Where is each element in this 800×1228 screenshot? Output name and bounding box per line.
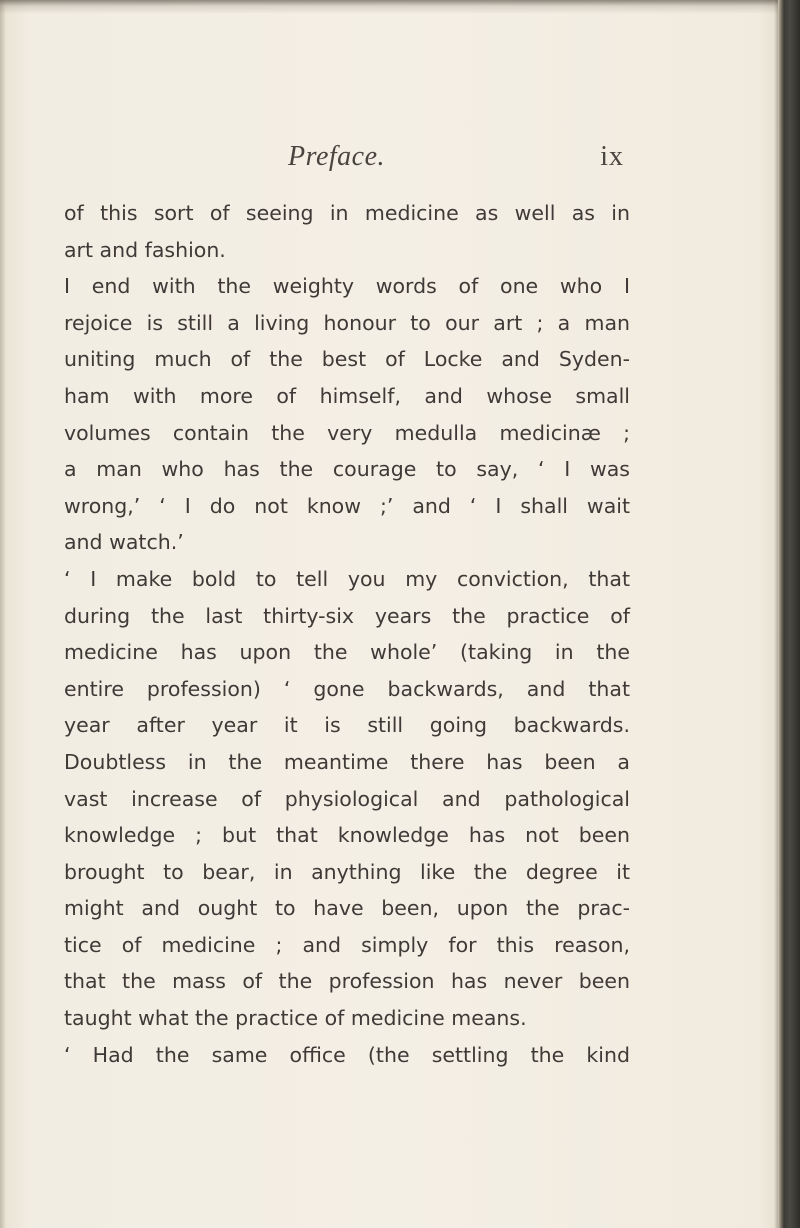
text-line: tice of medicine ; and simply for this reason, [64,932,630,957]
body-text [64,195,630,1073]
page-header [64,141,630,185]
text-line: during the last thirty-six years the practice of [64,603,630,628]
text-line: medicine has upon the whole’ (taking in the [64,640,630,665]
text-line: vast increase of physiological and pathological [64,786,630,811]
text-line: a man who has the courage to say, ‘ I was [64,457,630,482]
text-line: brought to bear, in anything like the degree it [64,859,630,884]
text-line: art and fashion. [64,237,226,262]
text-line: Doubtless in the meantime there has been a [64,749,630,774]
text-line: year after year it is still going backwards. [64,713,630,738]
text-line: that the mass of the profession has never been [64,969,630,994]
text-line: volumes contain the very medulla medicinæ ; [64,420,630,445]
text-line: uniting much of the best of Locke and Syden- [64,347,630,372]
text-line: of this sort of seeing in medicine as well as in [64,201,630,225]
page-top-shadow [0,0,800,14]
text-line: I end with the weighty words of one who I [64,274,630,299]
running-head: Preface. [288,141,386,172]
book-binding [778,0,800,1228]
page-number: ix [600,141,624,172]
text-line: wrong,’ ‘ I do not know ;’ and ‘ I shall wait [64,493,630,518]
text-line: knowledge ; but that knowledge has not been [64,823,630,848]
text-line: entire profession) ‘ gone backwards, and that [64,676,630,701]
text-line: rejoice is still a living honour to our art ; a man [64,310,630,335]
text-line: ‘ I make bold to tell you my conviction, that [64,566,630,591]
text-line: ‘ Had the same office (the settling the kind [64,1042,630,1067]
page-left-edge [0,0,6,1228]
text-line: and watch.’ [64,530,184,555]
text-line: might and ought to have been, upon the prac- [64,896,630,921]
text-line: ham with more of himself, and whose small [64,383,630,408]
text-line: taught what the practice of medicine means. [64,1006,527,1031]
